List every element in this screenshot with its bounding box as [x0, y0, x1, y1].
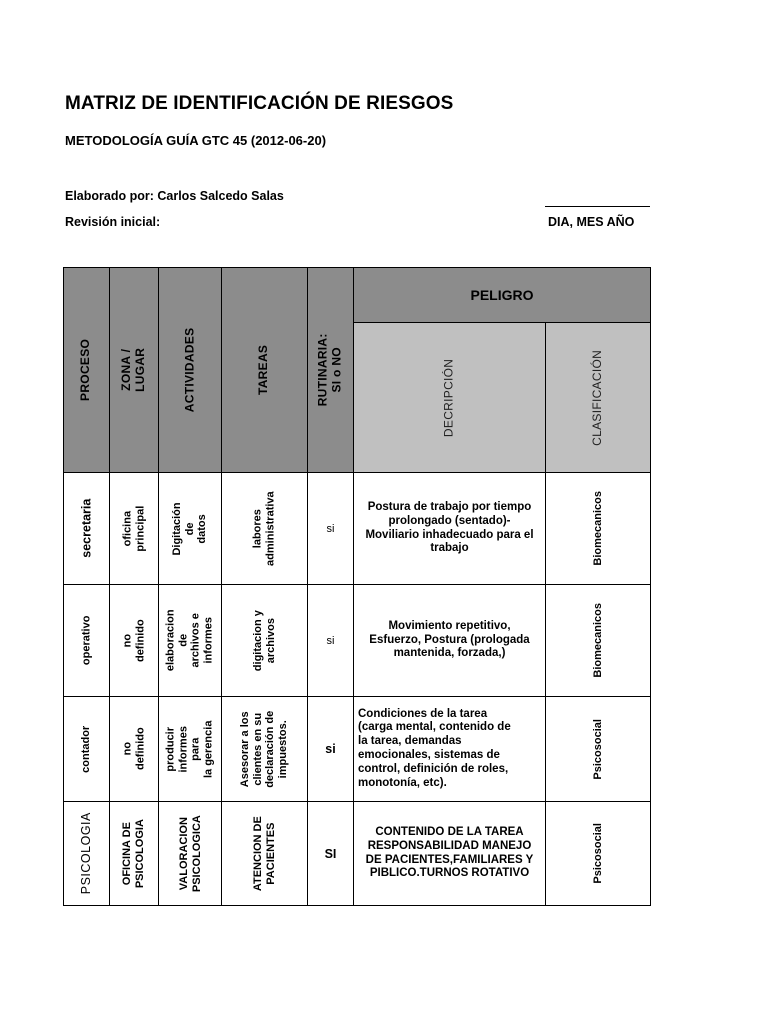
row3-actividades: [158, 696, 222, 802]
header-actividades: [158, 267, 222, 473]
row1-clasificacion-text: Biomecanicos: [591, 491, 604, 566]
row3-clasificacion: [545, 696, 651, 802]
header-actividades-label: ACTIVIDADES: [182, 327, 197, 413]
row3-proceso: [63, 696, 110, 802]
date-label: DIA, MES AÑO: [548, 215, 635, 229]
header-proceso: [63, 267, 110, 473]
row1-actividades: [158, 472, 222, 585]
row2-zona: [109, 584, 159, 697]
row1-descripcion: Postura de trabajo por tiempo prolongado (sentado)- Moviliario inhadecuado para el trabajo: [353, 472, 546, 585]
row3-rutinaria: [307, 696, 354, 802]
document-title: MATRIZ DE IDENTIFICACIÓN DE RIESGOS: [65, 93, 454, 114]
row4-rutinaria-text: SI: [324, 846, 337, 861]
row2-zona-text: no definido: [121, 619, 146, 662]
row4-proceso-text: PSICOLOGIA: [79, 812, 94, 895]
row3-zona-text: no definido: [121, 727, 146, 771]
risk-matrix-table: [63, 267, 651, 906]
row2-clasificacion: [545, 584, 651, 697]
header-descripcion-label: DECRIPCIÓN: [441, 358, 456, 437]
row3-proceso-text: contador: [80, 725, 93, 773]
row3-tareas-text: Asesorar a los clientes en su declaración de impuestos.: [239, 710, 290, 788]
header-proceso-label: PROCESO: [78, 338, 93, 402]
row4-clasificacion-text: Psicosocial: [591, 823, 604, 884]
row4-rutinaria: [307, 801, 354, 906]
row2-tareas-text: digitacion y archivos: [251, 609, 277, 672]
row4-proceso: [63, 801, 110, 906]
row3-descripcion: Condiciones de la tarea (carga mental, contenido de la tarea, demandas emocionales, sistemas de control, definición de roles, monotonía, etc).: [353, 696, 546, 802]
row4-actividades-text: VALORACION PSICOLOGICA: [177, 814, 203, 893]
header-peligro-label: PELIGRO: [470, 287, 534, 303]
header-tareas: [221, 267, 308, 473]
row1-rutinaria: [307, 472, 354, 585]
row4-tareas-text: ATENCION DE PACIENTES: [251, 816, 277, 891]
document-subtitle: METODOLOGÍA GUÍA GTC 45 (2012-06-20): [65, 133, 327, 148]
row3-clasificacion-text: Psicosocial: [591, 718, 604, 780]
header-zona: [109, 267, 159, 473]
header-clasificacion-label: CLASIFICACIÓN: [590, 349, 605, 446]
row3-rutinaria-text: si: [325, 742, 336, 756]
row2-actividades-text: elaboracion de archivos e informes: [164, 609, 215, 672]
row2-proceso: [63, 584, 110, 697]
header-peligro: [353, 267, 651, 323]
row1-zona-text: oficina principal: [121, 505, 146, 552]
row2-clasificacion-text: Biomecanicos: [591, 603, 604, 678]
row2-actividades: [158, 584, 222, 697]
row2-descripcion: Movimiento repetitivo, Esfuerzo, Postura (prologada mantenida, forzada,): [353, 584, 546, 697]
row1-actividades-text: Digitación de datos: [171, 501, 209, 556]
elaborado-por: Elaborado por: Carlos Salcedo Salas: [65, 189, 284, 203]
row2-tareas: [221, 584, 308, 697]
header-zona-label: ZONA / LUGAR: [119, 347, 147, 393]
header-tareas-label: TAREAS: [256, 344, 271, 396]
row1-zona: [109, 472, 159, 585]
row1-proceso-text: secretaria: [79, 498, 94, 559]
row1-rutinaria-text: si: [326, 522, 335, 535]
header-descripcion: [353, 322, 546, 473]
row4-zona: [109, 801, 159, 906]
row4-tareas: [221, 801, 308, 906]
row3-tareas: [221, 696, 308, 802]
row4-zona-text: OFICINA DE PSICOLOGIA: [121, 818, 146, 889]
date-line: [545, 206, 650, 207]
row4-actividades: [158, 801, 222, 906]
row3-zona: [109, 696, 159, 802]
row1-proceso: [63, 472, 110, 585]
revision-inicial: Revisión inicial:: [65, 215, 161, 229]
header-clasificacion: [545, 322, 651, 473]
row1-tareas: [221, 472, 308, 585]
row4-descripcion: CONTENIDO DE LA TAREA RESPONSABILIDAD MANEJO DE PACIENTES,FAMILIARES Y PIBLICO.TURNOS ROTATIVO: [353, 801, 546, 906]
row2-rutinaria-text: si: [326, 634, 335, 647]
row1-tareas-text: labores administrativa: [251, 491, 277, 566]
row4-clasificacion: [545, 801, 651, 906]
row3-actividades-text: producir informes para la gerencia: [164, 720, 215, 778]
row1-clasificacion: [545, 472, 651, 585]
header-rutinaria-label: RUTINARIA: SI o NO: [315, 333, 344, 407]
row2-rutinaria: [307, 584, 354, 697]
row2-proceso-text: operativo: [80, 615, 93, 666]
header-rutinaria: [307, 267, 354, 473]
